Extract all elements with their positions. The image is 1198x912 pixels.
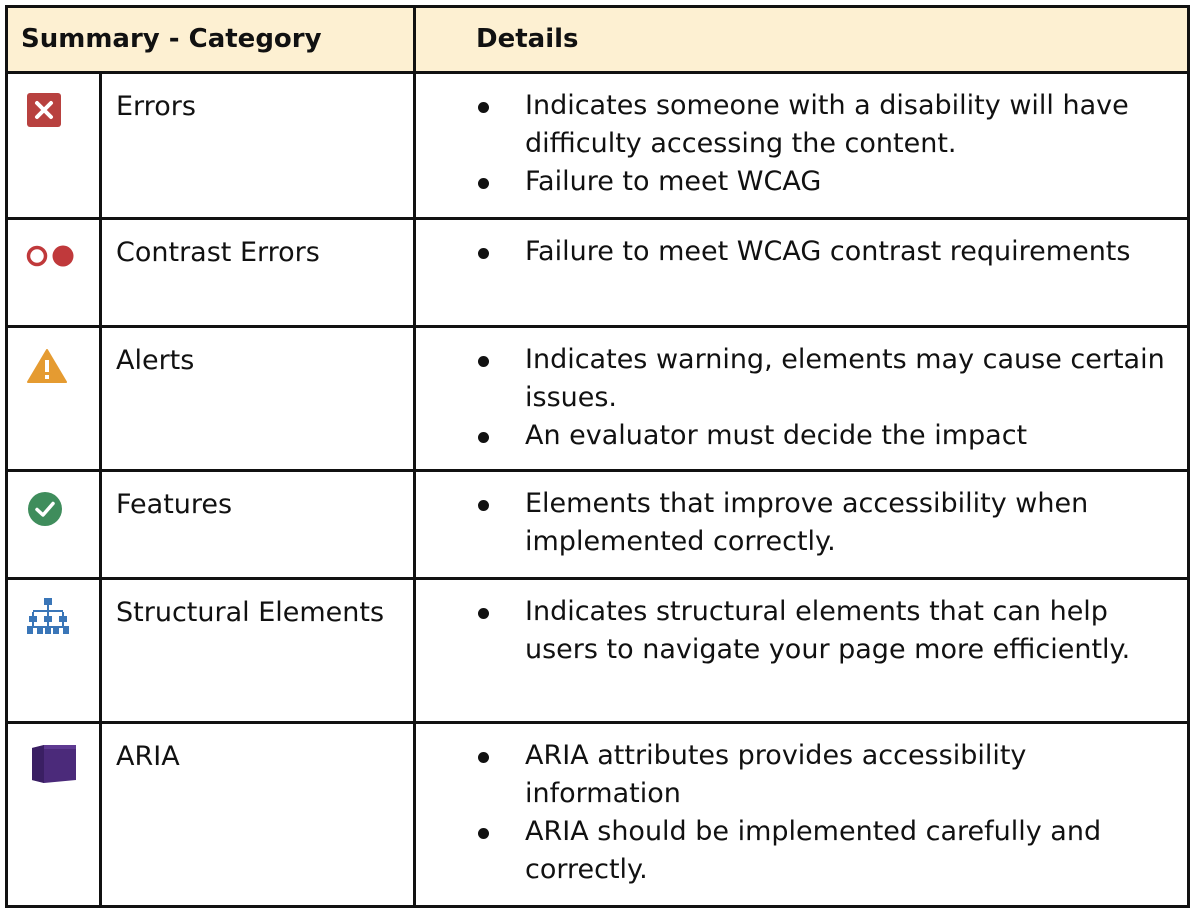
header-category: Summary - Category bbox=[7, 7, 415, 73]
list-item: Indicates structural elements that can help users to navigate your page more efficiently. bbox=[476, 593, 1177, 669]
header-row bbox=[7, 7, 1189, 73]
table-row-contrast-errors bbox=[7, 219, 1189, 327]
details-cell bbox=[415, 579, 1189, 723]
aria-cube-icon bbox=[30, 744, 78, 784]
details-cell bbox=[415, 471, 1189, 579]
details-list bbox=[416, 341, 1177, 455]
list-item: An evaluator must decide the impact bbox=[476, 417, 1177, 455]
list-item: ARIA should be implemented carefully and correctly. bbox=[476, 813, 1177, 889]
details-list bbox=[416, 593, 1177, 669]
hierarchy-tree-icon bbox=[26, 596, 70, 636]
list-item: ARIA attributes provides accessibility information bbox=[476, 737, 1177, 813]
warning-triangle-icon bbox=[26, 348, 68, 384]
details-cell bbox=[415, 327, 1189, 471]
details-list bbox=[416, 485, 1177, 561]
category-label: ARIA bbox=[101, 723, 415, 907]
icon-cell bbox=[7, 471, 101, 579]
list-item: Indicates warning, elements may cause certain issues. bbox=[476, 341, 1177, 417]
category-label: Alerts bbox=[101, 327, 415, 471]
table-row-errors bbox=[7, 73, 1189, 219]
list-item: Elements that improve accessibility when implemented correctly. bbox=[476, 485, 1177, 561]
details-list bbox=[416, 233, 1177, 271]
header-details: Details bbox=[415, 7, 1189, 73]
category-label: Errors bbox=[101, 73, 415, 219]
table-row-aria bbox=[7, 723, 1189, 907]
icon-cell bbox=[7, 219, 101, 327]
contrast-circles-icon bbox=[26, 244, 78, 268]
icon-cell bbox=[7, 723, 101, 907]
list-item: Failure to meet WCAG contrast requirements bbox=[476, 233, 1177, 271]
icon-cell bbox=[7, 327, 101, 471]
icon-cell bbox=[7, 579, 101, 723]
details-cell bbox=[415, 73, 1189, 219]
category-label: Contrast Errors bbox=[101, 219, 415, 327]
error-x-icon bbox=[26, 92, 62, 128]
checkmark-circle-icon bbox=[26, 490, 64, 528]
details-list bbox=[416, 737, 1177, 889]
list-item: Indicates someone with a disability will have difficulty accessing the content. bbox=[476, 87, 1177, 163]
summary-table bbox=[5, 5, 1190, 908]
category-label: Features bbox=[101, 471, 415, 579]
details-cell bbox=[415, 219, 1189, 327]
table-row-structural-elements bbox=[7, 579, 1189, 723]
details-cell bbox=[415, 723, 1189, 907]
category-label: Structural Elements bbox=[101, 579, 415, 723]
table-row-features bbox=[7, 471, 1189, 579]
list-item: Failure to meet WCAG bbox=[476, 163, 1177, 201]
table-row-alerts bbox=[7, 327, 1189, 471]
details-list bbox=[416, 87, 1177, 201]
icon-cell bbox=[7, 73, 101, 219]
